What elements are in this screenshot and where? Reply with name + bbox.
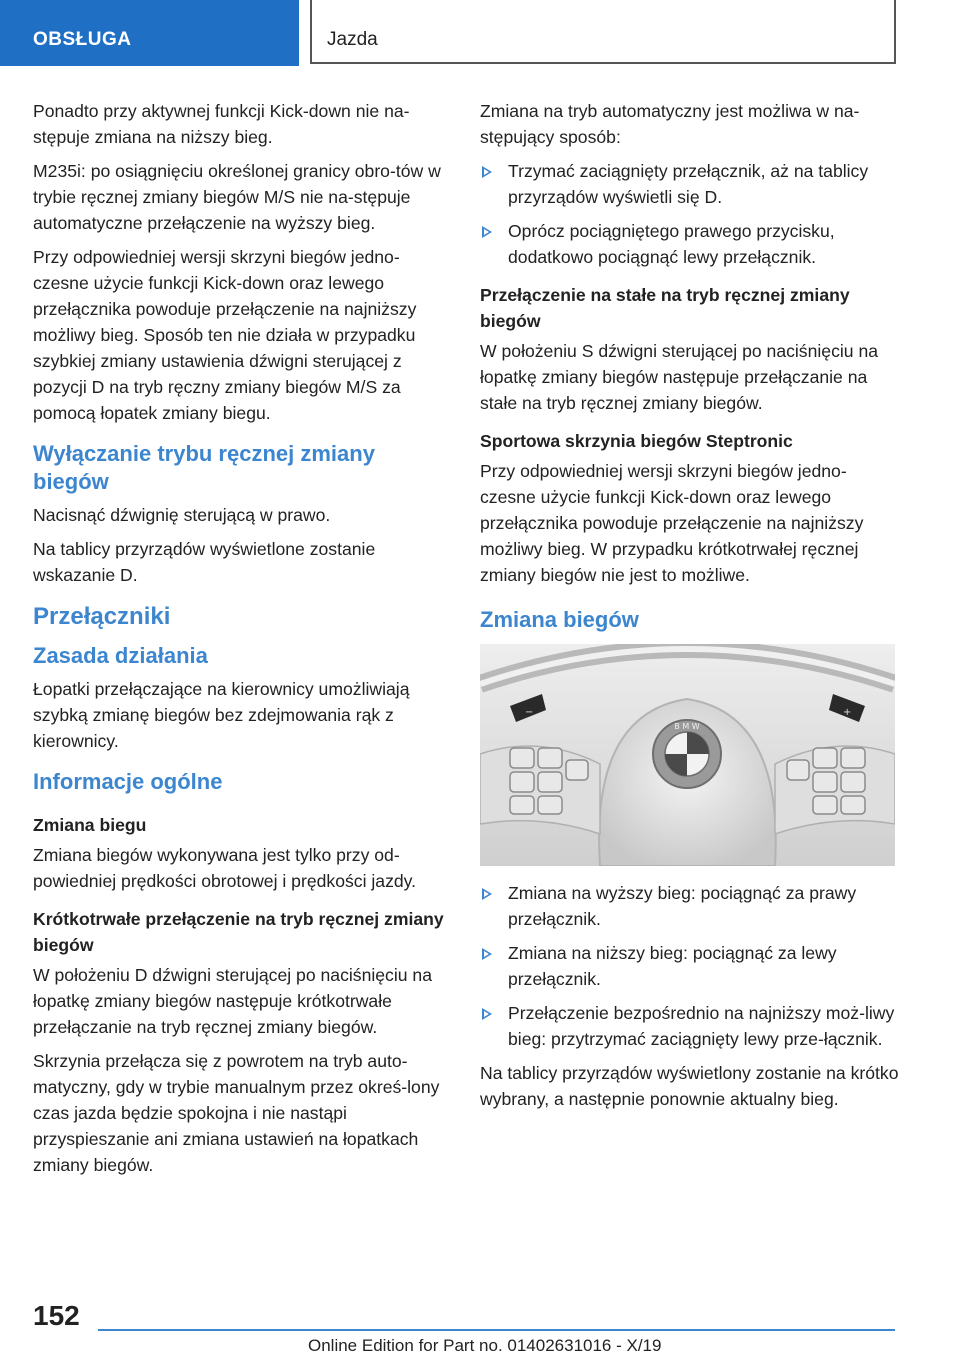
page-number: 152	[33, 1300, 80, 1331]
heading-short-manual: Krótkotrwałe przełączenie na tryb ręcznej zmiany biegów	[33, 909, 444, 955]
heading-permanent-manual: Przełączenie na stałe na tryb ręcznej zmiany biegów	[480, 285, 850, 331]
triangle-bullet-icon	[482, 1008, 492, 1020]
steering-wheel-illustration	[480, 644, 895, 866]
list-item: Przełączenie bezpośrednio na najniższy moż-liwy bieg: przytrzymać zaciągnięty lewy prze-łącznik.	[480, 1000, 900, 1052]
triangle-bullet-icon	[482, 888, 492, 900]
paragraph: Przy odpowiedniej wersji skrzyni biegów jedno-czesne użycie funkcji Kick-down oraz lewego przełącznika powoduje przełączenie na najniższy możliwy bieg. Sposób ten nie działa w przypadku szybkiej zmiany ustawienia dźwigni sterującej z pozycji D na tryb ręczny zmiany biegów M/S za pomocą łopatek zmiany biegu.	[33, 247, 417, 423]
svg-text:B M W: B M W	[674, 722, 700, 731]
heading-gear-shifting: Zmiana biegów	[480, 607, 639, 632]
heading-gear-change: Zmiana biegu	[33, 815, 147, 835]
paragraph: Łopatki przełączające na kierownicy umożliwiają szybką zmianę biegów bez zdejmowania rąk z kierownicy.	[33, 679, 410, 751]
heading-sport-steptronic: Sportowa skrzynia biegów Steptronic	[480, 431, 793, 451]
paragraph: Na tablicy przyrządów wyświetlone zostanie wskazanie D.	[33, 539, 376, 585]
chapter-title: Jazda	[327, 29, 378, 50]
paragraph: Przy odpowiedniej wersji skrzyni biegów jedno-czesne użycie funkcji Kick-down oraz lewego przełącznika powoduje przełączenie na najniższy możliwy bieg. W przypadku krótkotrwałej ręcznej zmiany biegów nie jest to możliwe.	[480, 461, 864, 585]
paragraph: Zmiana na tryb automatyczny jest możliwa w na-stępujący sposób:	[480, 101, 860, 147]
paragraph: Na tablicy przyrządów wyświetlony zostanie na krótko wybrany, a następnie ponownie aktualny bieg.	[480, 1063, 899, 1109]
triangle-bullet-icon	[482, 948, 492, 960]
section-title: OBSŁUGA	[33, 29, 132, 50]
heading-manual-off: Wyłączanie trybu ręcznej zmiany biegów	[33, 441, 375, 494]
paragraph: Skrzynia przełącza się z powrotem na tryb auto-matyczny, gdy w trybie manualnym przez okreś-lony czas jazda będzie spokojna i nie nastąpi przyspieszanie ani zmiana ustawień na łopatkach zmiany biegów.	[33, 1051, 440, 1175]
list-item: Zmiana na wyższy bieg: pociągnąć za prawy przełącznik.	[480, 880, 900, 932]
bullet-list	[480, 158, 900, 270]
list-item: Oprócz pociągniętego prawego przycisku, dodatkowo pociągnąć lewy przełącznik.	[480, 218, 900, 270]
svg-text:−: −	[525, 707, 534, 718]
list-item: Zmiana na niższy bieg: pociągnąć za lewy przełącznik.	[480, 940, 900, 992]
paragraph: Nacisnąć dźwignię sterującą w prawo.	[33, 505, 331, 525]
footer-divider	[98, 1329, 895, 1331]
paragraph: W położeniu S dźwigni sterującej po naciśnięciu na łopatkę zmiany biegów następuje przełączanie na stałe na tryb ręcznej zmiany biegów.	[480, 341, 879, 413]
triangle-bullet-icon	[482, 226, 492, 238]
heading-general-info: Informacje ogólne	[33, 769, 223, 794]
footer-edition: Online Edition for Part no. 01402631016 - X/19	[308, 1336, 662, 1355]
paragraph: Ponadto przy aktywnej funkcji Kick-down nie na-stępuje zmiana na niższy bieg.	[33, 101, 410, 147]
paragraph: Zmiana biegów wykonywana jest tylko przy od-powiedniej prędkości obrotowej i prędkości jazdy.	[33, 845, 417, 891]
triangle-bullet-icon	[482, 166, 492, 178]
left-column	[33, 98, 453, 1186]
paragraph: W położeniu D dźwigni sterującej po naciśnięciu na łopatkę zmiany biegów następuje krótkotrwałe przełączanie na tryb ręcznej zmiany biegów.	[33, 965, 433, 1037]
heading-switches: Przełączniki	[33, 603, 171, 630]
paragraph: M235i: po osiągnięciu określonej granicy obro-tów w trybie ręcznej zmiany biegów M/S nie na-stępuje automatyczne przełączenie na wyższy bieg.	[33, 161, 441, 233]
heading-principle: Zasada działania	[33, 643, 208, 668]
page-header	[0, 0, 960, 66]
chapter-box	[310, 0, 896, 64]
list-item: Trzymać zaciągnięty przełącznik, aż na tablicy przyrządów wyświetli się D.	[480, 158, 900, 210]
section-tab	[0, 0, 299, 66]
right-column	[480, 98, 900, 1120]
bullet-list	[480, 880, 900, 1052]
svg-text:+: +	[843, 707, 852, 718]
steering-wheel-image	[480, 644, 895, 866]
